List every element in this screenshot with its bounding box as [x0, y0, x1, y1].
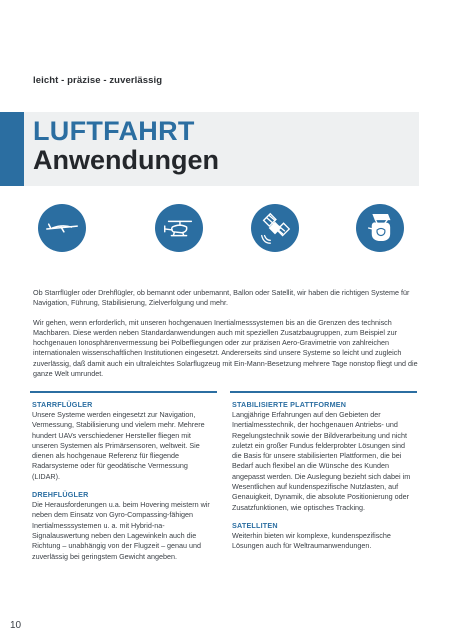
page-title: Anwendungen [33, 145, 219, 175]
glider-plane-icon [38, 204, 86, 252]
title-block [0, 112, 452, 186]
left-column-box [30, 391, 217, 596]
section-title-satelliten: SATELLITEN [232, 520, 278, 530]
intro-paragraph: Wir gehen, wenn erforderlich, mit unseren hochgenauen Inertialmesssystemen bis an die Grenzen des technisch Machbaren. Diese werden neben Standardanwendungen auch mit speziellen Zusatzbaugruppen, zum Beispiel zur hochgenauen Ionosphärenvermessung bei Polbefliegungen oder zur präzisen Aero-Gravimetrie von zahlreichen internationalen wissenschaftlichen Institutionen eingesetzt. Andererseits sind unsere Systeme so leicht und zugleich zuverlässig, daß damit auch ein ultraleichtes Solarflugzeug mit Ein-Mann-Besetzung mehrere Tage nonstop fliegt und die ganze Welt umrundet. [33, 317, 418, 379]
section-body-stabilisierte-plattformen: Langjährige Erfahrungen auf den Gebieten der Inertialmesstechnik, der hochgenauen Antriebs- und Regelungstechnik sowie der Bildverarbeitung und nicht zuletzt ein großer Fundus felderprobter Lösungen sind die Basis für unsere stabilisierten Plattformen, die bei Bedarf auch flexibel an die Wünsche des Kunden angepasst werden. Die Auslegung bezieht sich dabei im Wesentlichen auf kundenspezifische Nutzlasten, auf Genauigkeit, Dynamik, die absolute Positionierung oder Zusatzfunktionen, wie optisches Tracking. [232, 410, 411, 512]
title-box [24, 112, 419, 186]
section-title-drehfluegler: DREHFLÜGLER [32, 490, 89, 500]
tagline: leicht - präzise - zuverlässig [33, 75, 163, 86]
intro-text [33, 288, 421, 388]
section-body-drehfluegler: Die Herausforderungen u.a. beim Hovering meistern wir neben dem Einsatz von Gyro-Compassing-fähigen Inertialmesssystemen u. a. mit Hybrid-na-Signalauswertung neben den Lagewinkeln auch die Richtung – unabhängig von der Flugzeit – genau und zuverlässig bei geringstem Gewicht angeben. [32, 500, 210, 561]
section-title-stabilisierte-plattformen: STABILISIERTE PLATTFORMEN [232, 400, 347, 409]
balloon-payload-icon [356, 204, 404, 252]
title-accent-bar [0, 112, 24, 186]
intro-paragraph: Ob Starrflügler oder Drehflügler, ob bemannt oder unbemannt, Ballon oder Satellit, wir haben die richtigen Systeme für Navigation, Führung, Stabilisierung, Zielverfolgung und mehr. [33, 288, 410, 308]
right-column-box [230, 391, 417, 596]
helicopter-icon [155, 204, 203, 252]
page-number: 10 [10, 620, 22, 631]
satellite-icon [251, 204, 299, 252]
section-body-starrfluegler: Unsere Systeme werden eingesetzt zur Navigation, Vermessung, Stabilisierung und vielem mehr. Mehrere hundert UAVs verschiedener Hersteller fliegen mit unseren Systemen als Primärsensoren, weltweit. Sie dienen als hochgenaue Referenz für fliegende Radarsysteme oder für geodätische Vermessung (LIDAR). [32, 410, 205, 481]
page-title-category: LUFTFAHRT [33, 116, 195, 146]
section-title-starrfluegler: STARRFLÜGLER [32, 400, 93, 409]
section-body-satelliten: Weiterhin bieten wir komplexe, kundenspezifische Lösungen auch für Weltraumanwendungen. [232, 530, 391, 551]
application-icons [0, 204, 452, 256]
